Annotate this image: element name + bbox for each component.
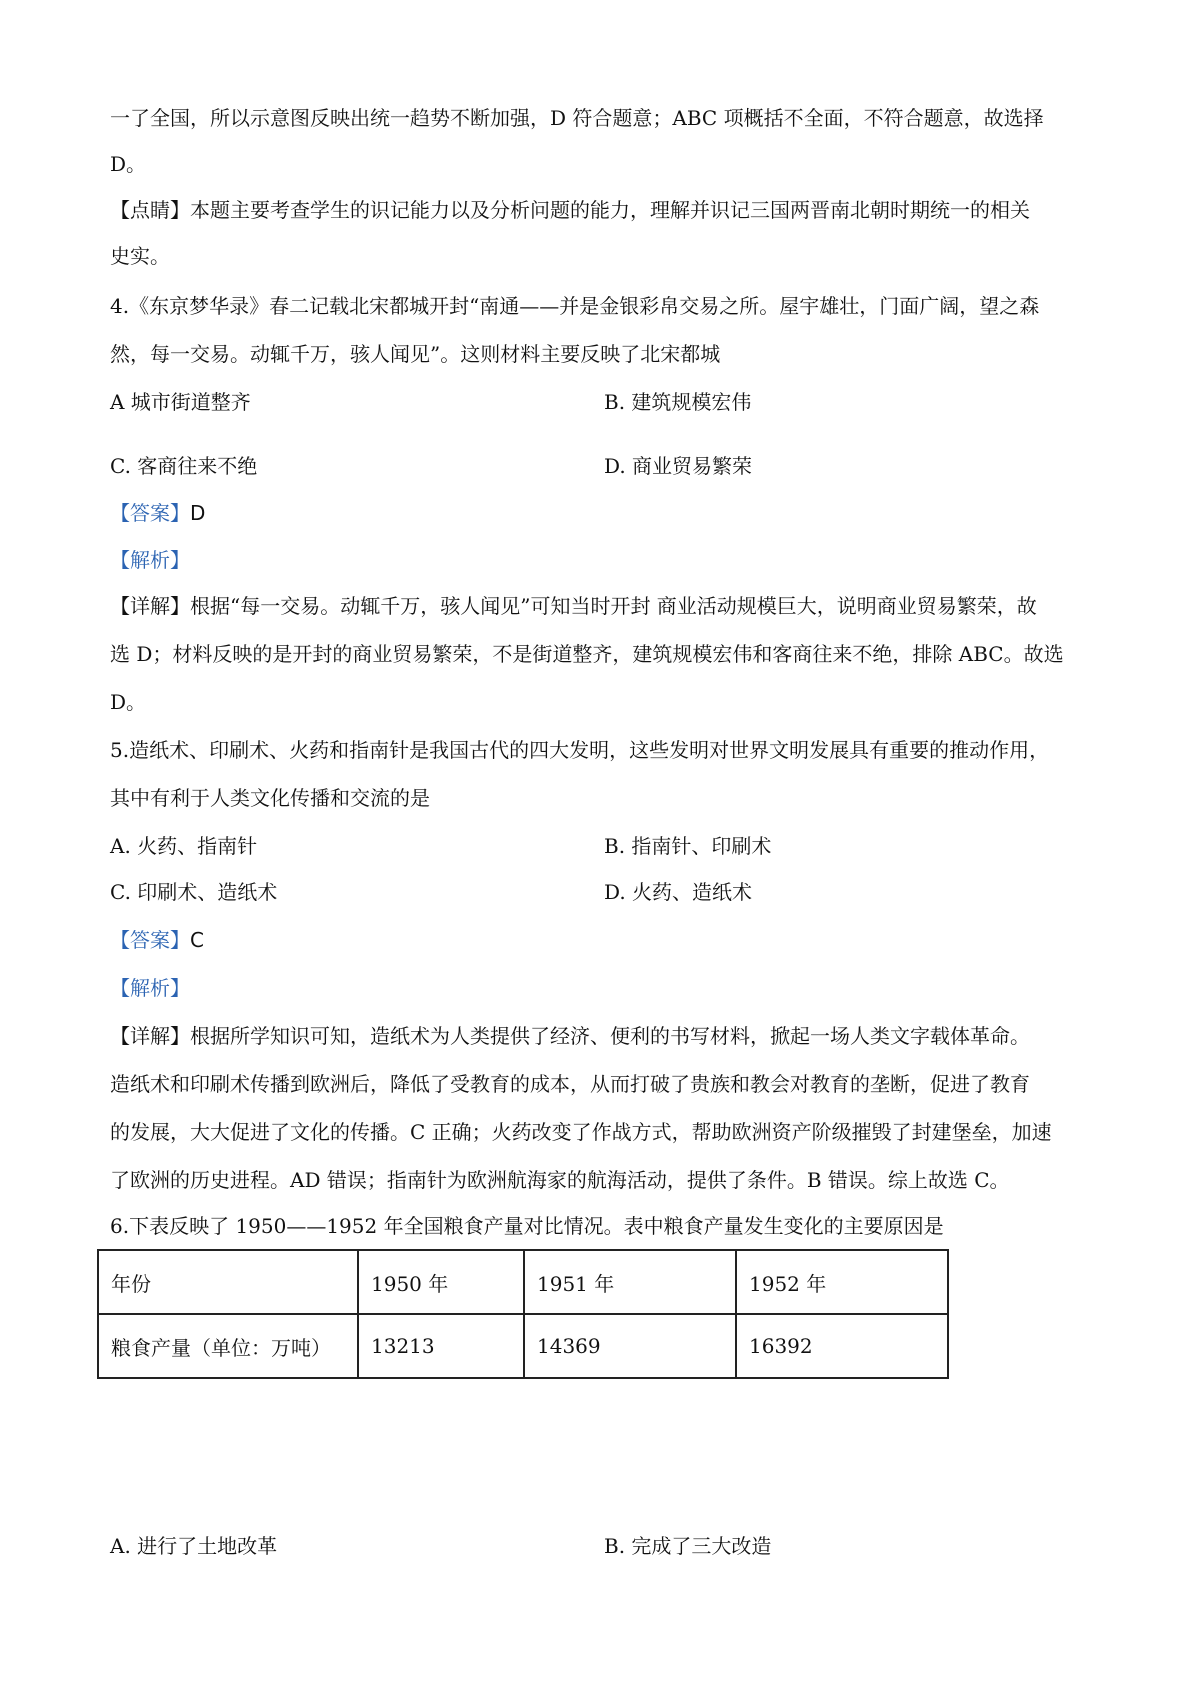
q4-option-d: D. 商业贸易繁荣: [604, 454, 753, 478]
q5-answer: [110, 926, 204, 954]
table-cell: 16392: [736, 1314, 948, 1378]
table-header-cell: 1952 年: [736, 1250, 948, 1314]
q6-option-b: B. 完成了三大改造: [604, 1534, 772, 1558]
q4-detail-1: [110, 592, 1037, 620]
q4-analysis-tag: 【解析】: [110, 548, 190, 572]
q5-option-d: D. 火药、造纸术: [604, 880, 753, 904]
table-header-cell: 1951 年: [524, 1250, 736, 1314]
q5-detail-4: 了欧洲的历史进程。AD 错误；指南针为欧洲航海家的航海活动，提供了条件。B 错误。综上故选 C。: [110, 1168, 1010, 1192]
table-cell: 粮食产量（单位：万吨）: [98, 1314, 358, 1378]
detail-text-1: 根据所学知识可知，造纸术为人类提供了经济、便利的书写材料，掀起一场人类文字载体革命。: [190, 1024, 1030, 1048]
q5-stem-2: 其中有利于人类文化传播和交流的是: [110, 786, 430, 810]
q4-option-a: A 城市街道整齐: [110, 390, 251, 414]
table-cell: 14369: [524, 1314, 736, 1378]
answer-tag: 【答案】: [110, 501, 190, 525]
table-cell: 13213: [358, 1314, 524, 1378]
q5-detail-3: 的发展，大大促进了文化的传播。C 正确；火药改变了作战方式，帮助欧洲资产阶级摧毁了封建堡垒，加速: [110, 1120, 1052, 1144]
answer-tag: 【答案】: [110, 928, 190, 952]
q5-stem-1: 5.造纸术、印刷术、火药和指南针是我国古代的四大发明，这些发明对世界文明发展具有重要的推动作用，: [110, 738, 1050, 762]
detail-tag: 【详解】: [110, 1024, 190, 1048]
answer-value: C: [190, 928, 204, 952]
q4-option-b: B. 建筑规模宏伟: [604, 390, 752, 414]
q3-point: [110, 196, 1030, 224]
table-header-row: [98, 1250, 948, 1314]
q3-line-1: 一了全国，所以示意图反映出统一趋势不断加强，D 符合题意；ABC 项概括不全面，不符合题意，故选择: [110, 106, 1044, 130]
table-header-cell: 年份: [98, 1250, 358, 1314]
q3-point-line-2: 史实。: [110, 244, 170, 268]
q5-option-c: C. 印刷术、造纸术: [110, 880, 278, 904]
table-row: [98, 1314, 948, 1378]
table-header-cell: 1950 年: [358, 1250, 524, 1314]
q6-stem: 6.下表反映了 1950——1952 年全国粮食产量对比情况。表中粮食产量发生变化的主要原因是: [110, 1214, 944, 1238]
q4-option-c: C. 客商往来不绝: [110, 454, 258, 478]
detail-tag: 【详解】: [110, 594, 190, 618]
detail-text-1: 根据“每一交易。动辄千万，骇人闻见”可知当时开封 商业活动规模巨大，说明商业贸易繁荣，故: [190, 594, 1037, 618]
q4-stem-1: 4.《东京梦华录》春二记载北宋都城开封“南通——并是金银彩帛交易之所。屋宇雄壮，门面广阔，望之森: [110, 294, 1040, 318]
q4-answer: [110, 499, 205, 527]
q4-stem-2: 然，每一交易。动辄千万，骇人闻见”。这则材料主要反映了北宋都城: [110, 342, 721, 366]
q5-option-a: A. 火药、指南针: [110, 834, 258, 858]
q6-option-a: A. 进行了土地改革: [110, 1534, 278, 1558]
q5-option-b: B. 指南针、印刷术: [604, 834, 772, 858]
q3-line-2: D。: [110, 152, 147, 176]
q4-detail-3: D。: [110, 690, 147, 714]
q5-detail-2: 造纸术和印刷术传播到欧洲后，降低了受教育的成本，从而打破了贵族和教会对教育的垄断，促进了教育: [110, 1072, 1030, 1096]
q4-detail-2: 选 D；材料反映的是开封的商业贸易繁荣，不是街道整齐，建筑规模宏伟和客商往来不绝，排除 ABC。故选: [110, 642, 1064, 666]
q5-analysis-tag: 【解析】: [110, 976, 190, 1000]
point-tag: 【点睛】: [110, 198, 190, 222]
grain-output-table: [97, 1249, 949, 1379]
point-text-1: 本题主要考查学生的识记能力以及分析问题的能力，理解并识记三国两晋南北朝时期统一的相关: [190, 198, 1030, 222]
answer-value: D: [190, 501, 206, 525]
q5-detail-1: [110, 1022, 1030, 1050]
